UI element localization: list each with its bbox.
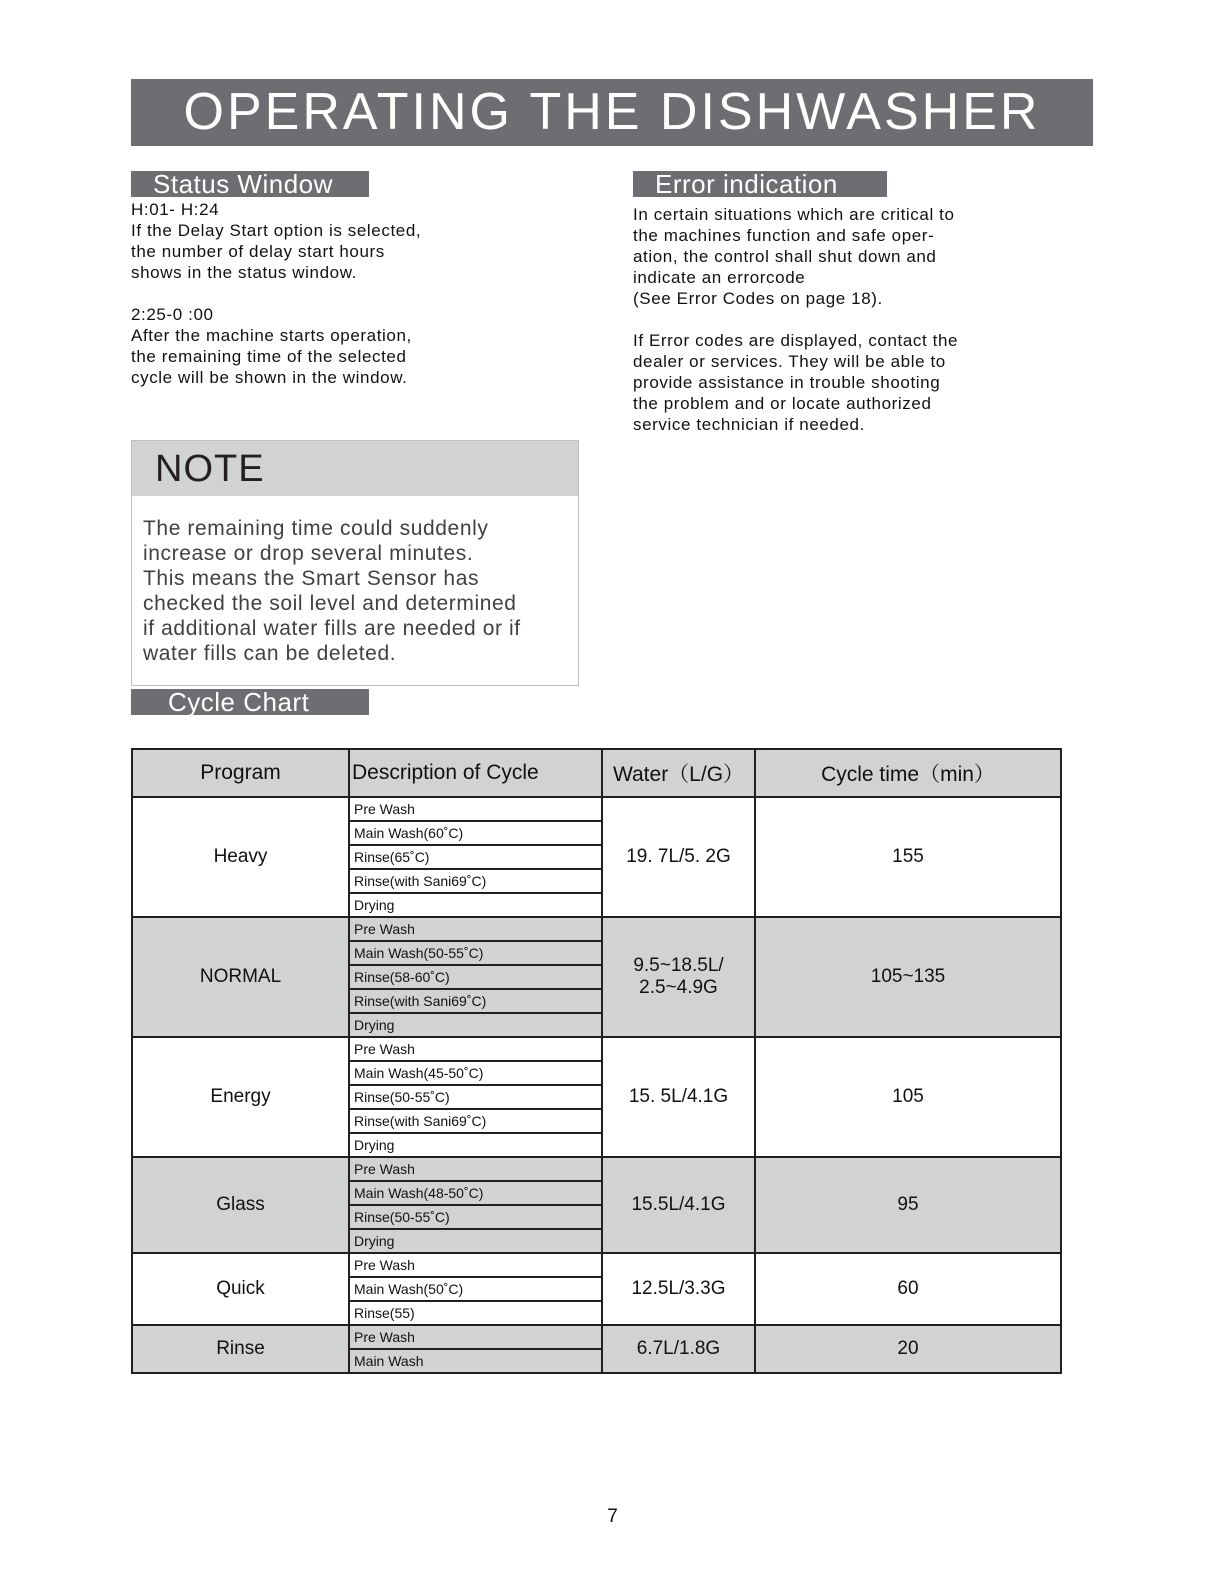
program-cell: Rinse	[132, 1325, 349, 1373]
cycle-time-cell: 105	[755, 1037, 1061, 1157]
cycle-step: Pre Wash	[350, 1158, 601, 1182]
text-line: (See Error Codes on page 18).	[633, 289, 883, 308]
text-line: If Error codes are displayed, contact the	[633, 331, 959, 350]
cycle-step: Rinse(65˚C)	[350, 846, 601, 870]
table-row	[132, 1253, 1061, 1325]
cycle-step: Drying	[354, 897, 395, 913]
program-cell: Energy	[132, 1037, 349, 1157]
cycle-step: Main Wash(50-55˚C)	[350, 942, 601, 966]
cycle-step: Pre Wash	[350, 1254, 601, 1278]
description-cell	[349, 1253, 602, 1325]
table-row	[132, 1037, 1061, 1157]
cycle-step: Pre Wash	[350, 1038, 601, 1062]
header-program: Program	[132, 749, 349, 797]
cycle-step-list	[350, 918, 601, 1036]
water-cell: 12.5L/3.3G	[602, 1253, 755, 1325]
text-line: provide assistance in trouble shooting	[633, 373, 941, 392]
program-cell: Glass	[132, 1157, 349, 1253]
text-line: the number of delay start hours	[131, 242, 385, 261]
text-line: After the machine starts operation,	[131, 326, 412, 345]
cycle-step: Rinse(55)	[354, 1305, 415, 1321]
paragraph-gap	[131, 283, 571, 304]
paragraph-gap	[633, 309, 1073, 330]
cycle-step: Main Wash(45-50˚C)	[350, 1062, 601, 1086]
cycle-step: Rinse(with Sani69˚C)	[350, 990, 601, 1014]
cycle-time-cell: 95	[755, 1157, 1061, 1253]
error-indication-heading: Error indication	[633, 171, 887, 197]
cycle-step: Pre Wash	[350, 798, 601, 822]
cycle-step: Rinse(with Sani69˚C)	[350, 870, 601, 894]
text-line: 2:25-0 :00	[131, 305, 214, 324]
note-heading: NOTE	[132, 441, 578, 496]
description-cell	[349, 1037, 602, 1157]
cycle-step-list	[350, 1254, 601, 1324]
table-row	[132, 917, 1061, 1037]
description-cell	[349, 797, 602, 917]
text-line: cycle will be shown in the window.	[131, 368, 408, 387]
cycle-step: Drying	[354, 1137, 395, 1153]
header-description: Description of Cycle	[349, 749, 602, 797]
cycle-step: Rinse(with Sani69˚C)	[350, 1110, 601, 1134]
page-number: 7	[607, 1506, 618, 1527]
text-line: In certain situations which are critical to	[633, 205, 955, 224]
water-cell: 9.5~18.5L/ 2.5~4.9G	[602, 917, 755, 1037]
cycle-time-cell: 20	[755, 1325, 1061, 1373]
status-window-text	[131, 199, 571, 388]
text-line: dealer or services. They will be able to	[633, 352, 946, 371]
table-row	[132, 797, 1061, 917]
note-text	[132, 496, 578, 666]
cycle-step: Drying	[354, 1017, 395, 1033]
cycle-step: Main Wash(50˚C)	[350, 1278, 601, 1302]
description-cell	[349, 1325, 602, 1373]
cycle-chart-body	[132, 797, 1061, 1373]
note-line: increase or drop several minutes.	[143, 542, 474, 565]
program-cell: Heavy	[132, 797, 349, 917]
note-line: The remaining time could suddenly	[143, 517, 489, 540]
cycle-step: Rinse(58-60˚C)	[350, 966, 601, 990]
water-cell: 15.5L/4.1G	[602, 1157, 755, 1253]
error-indication-text	[633, 204, 1073, 435]
text-line: H:01- H:24	[131, 200, 220, 219]
text-line: the machines function and safe oper-	[633, 226, 935, 245]
cycle-chart-heading: Cycle Chart	[131, 689, 369, 715]
water-cell: 15. 5L/4.1G	[602, 1037, 755, 1157]
cycle-time-cell: 105~135	[755, 917, 1061, 1037]
text-line: service technician if needed.	[633, 415, 865, 434]
text-line: If the Delay Start option is selected,	[131, 221, 422, 240]
page-title: OPERATING THE DISHWASHER	[131, 79, 1093, 146]
cycle-step: Main Wash	[354, 1353, 424, 1369]
note-line: checked the soil level and determined	[143, 592, 517, 615]
cycle-step: Rinse(50-55˚C)	[350, 1206, 601, 1230]
note-line: if additional water fills are needed or if	[143, 617, 521, 640]
note-box	[131, 440, 579, 686]
table-row	[132, 1157, 1061, 1253]
cycle-step-list	[350, 1326, 601, 1372]
cycle-step: Main Wash(60˚C)	[350, 822, 601, 846]
cycle-time-cell: 155	[755, 797, 1061, 917]
cycle-step: Rinse(50-55˚C)	[350, 1086, 601, 1110]
cycle-step-list	[350, 1038, 601, 1156]
status-window-heading: Status Window	[131, 171, 369, 197]
cycle-step-list	[350, 1158, 601, 1252]
cycle-step: Main Wash(48-50˚C)	[350, 1182, 601, 1206]
program-cell: Quick	[132, 1253, 349, 1325]
table-row	[132, 1325, 1061, 1373]
text-line: ation, the control shall shut down and	[633, 247, 937, 266]
cycle-step-list	[350, 798, 601, 916]
note-line: This means the Smart Sensor has	[143, 567, 480, 590]
text-line: the problem and or locate authorized	[633, 394, 932, 413]
water-cell: 6.7L/1.8G	[602, 1325, 755, 1373]
program-cell: NORMAL	[132, 917, 349, 1037]
text-line: shows in the status window.	[131, 263, 357, 282]
cycle-step: Pre Wash	[350, 918, 601, 942]
description-cell	[349, 1157, 602, 1253]
cycle-time-cell: 60	[755, 1253, 1061, 1325]
text-line: indicate an errorcode	[633, 268, 806, 287]
note-line: water fills can be deleted.	[143, 642, 397, 665]
cycle-step: Drying	[354, 1233, 395, 1249]
description-cell	[349, 917, 602, 1037]
header-cycle-time: Cycle time（min）	[755, 749, 1061, 797]
water-cell: 19. 7L/5. 2G	[602, 797, 755, 917]
header-water: Water（L/G）	[602, 749, 755, 797]
cycle-step: Pre Wash	[350, 1326, 601, 1350]
table-header-row	[132, 749, 1061, 797]
cycle-chart-table	[131, 748, 1062, 1374]
text-line: the remaining time of the selected	[131, 347, 407, 366]
